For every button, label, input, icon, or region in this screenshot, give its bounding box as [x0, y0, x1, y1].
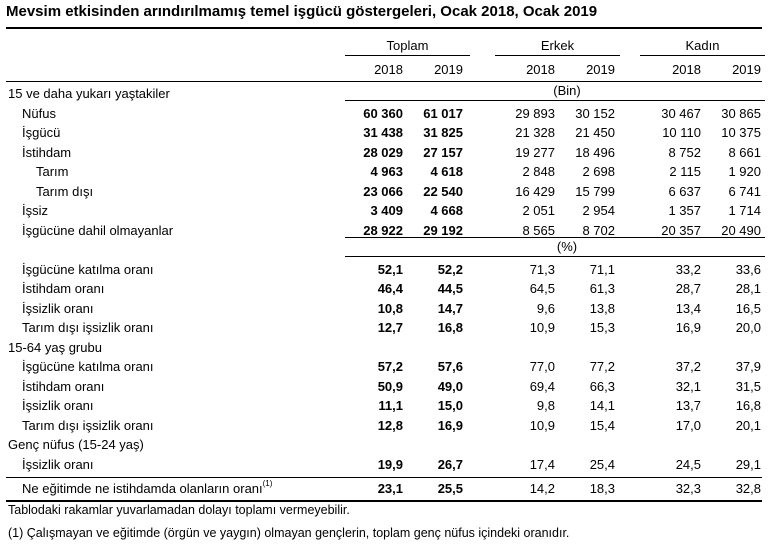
cell-value: 64,5 [529, 281, 555, 296]
row-label: İşsiz [22, 203, 48, 218]
cell-value: 29 893 [515, 105, 555, 121]
cell-value: 14,7 [437, 300, 463, 316]
footnote-neet: (1) Çalışmayan ve eğitimde (örgün ve yaygın) olmayan gençlerin, toplam genç nüfus içindeki oranıdır. [8, 526, 570, 540]
cell-value: 10 110 [662, 125, 701, 140]
cell-value: 9,6 [536, 300, 555, 316]
cell-value: 1 920 [728, 164, 761, 179]
cell-value: 26,7 [437, 456, 463, 472]
cell-value: 9,8 [536, 398, 555, 413]
cell-value: 71,3 [529, 261, 555, 277]
cell-value: 27 157 [423, 144, 463, 160]
cell-value: 15,3 [589, 320, 615, 335]
year-header: 2018 [672, 62, 701, 77]
cell-value: 69,4 [529, 378, 555, 394]
cell-value: 2 051 [522, 203, 555, 218]
row-label: Tarım dışı işsizlik oranı [22, 417, 154, 433]
cell-value: 30 865 [721, 105, 761, 121]
cell-value: 2 848 [522, 164, 555, 179]
row-label: 15-64 yaş grubu [8, 339, 102, 355]
year-header: 2019 [434, 62, 463, 77]
cell-value: 8 565 [522, 222, 555, 238]
cell-value: 22 540 [423, 183, 463, 199]
cell-value: 50,9 [377, 378, 403, 394]
top-rule [6, 27, 762, 29]
cell-value: 13,4 [675, 300, 701, 316]
row-label: İşgücü [22, 125, 61, 140]
neet-label: Ne eğitimde ne istihdamda olanların oranı$^{(1)}$ [22, 479, 273, 496]
neet-rule [6, 477, 762, 478]
cell-value: 30 467 [661, 105, 701, 121]
cell-value: 19,9 [377, 456, 403, 472]
cell-value: 16,8 [437, 320, 463, 335]
row-label: İstihdam oranı [22, 378, 105, 394]
cell-value: 32,1 [675, 378, 701, 394]
cell-value: 16 429 [515, 183, 555, 199]
cell-value: 8 752 [668, 144, 701, 160]
row-label: İşgücüne dahil olmayanlar [22, 222, 174, 238]
cell-value: 24,5 [675, 456, 701, 472]
row-label: İstihdam oranı [22, 281, 105, 296]
cell-value: 23 066 [363, 183, 403, 199]
cell-value: 30 152 [575, 105, 615, 121]
unit-rule [345, 100, 765, 101]
bottom-rule [6, 500, 762, 502]
cell-value: 44,5 [437, 281, 463, 296]
cell-value: 3 409 [370, 203, 403, 218]
cell-value: 25,4 [589, 456, 615, 472]
cell-value: 52,2 [437, 261, 463, 277]
cell-value: 2 954 [582, 203, 615, 218]
cell-value: 25,5 [437, 481, 463, 496]
cell-value: 46,4 [377, 281, 403, 296]
cell-value: 19 277 [515, 144, 555, 160]
cell-value: 6 637 [668, 183, 701, 199]
cell-value: 49,0 [437, 378, 463, 394]
cell-value: 29 192 [423, 222, 463, 238]
cell-value: 10,8 [377, 300, 403, 316]
cell-value: 20 490 [721, 222, 761, 238]
cell-value: 57,6 [437, 359, 463, 374]
row-label: Tarım [36, 164, 69, 179]
cell-value: 12,7 [377, 320, 403, 335]
cell-value: 8 702 [582, 222, 615, 238]
cell-value: 14,2 [529, 481, 555, 496]
cell-value: 15,0 [437, 398, 463, 413]
year-header: 2019 [586, 62, 615, 77]
row-label: Tarım dışı işsizlik oranı [22, 320, 154, 335]
cell-value: 20 357 [661, 222, 701, 238]
cell-value: 4 618 [430, 164, 463, 179]
cell-value: 32,8 [735, 481, 761, 496]
group-header-toplam: Toplam [386, 38, 429, 53]
cell-value: 6 741 [728, 183, 761, 199]
cell-value: 71,1 [589, 261, 615, 277]
cell-value: 15,4 [589, 417, 615, 433]
cell-value: 2 698 [582, 164, 615, 179]
table-title: Mevsim etkisinden arındırılmamış temel işgücü göstergeleri, Ocak 2018, Ocak 2019 [6, 3, 598, 20]
cell-value: 20,0 [735, 320, 761, 335]
cell-value: 13,7 [675, 398, 701, 413]
cell-value: 12,8 [377, 417, 403, 433]
cell-value: 31 825 [423, 125, 463, 140]
row-label: Tarım dışı [36, 183, 94, 199]
year-header: 2018 [374, 62, 403, 77]
cell-value: 15 799 [575, 183, 615, 199]
cell-value: 61 017 [423, 105, 463, 121]
cell-value: 14,1 [589, 398, 615, 413]
row-label: İşsizlik oranı [22, 456, 94, 472]
cell-value: 21 328 [515, 125, 555, 140]
row-label: Genç nüfus (15-24 yaş) [8, 437, 144, 452]
cell-value: 4 963 [370, 164, 403, 179]
unit-rule [345, 256, 765, 257]
cell-value: 18 496 [575, 144, 615, 160]
cell-value: 52,1 [377, 261, 403, 277]
cell-value: 21 450 [575, 125, 615, 140]
cell-value: 18,3 [589, 481, 615, 496]
row-label: İşsizlik oranı [22, 300, 94, 316]
cell-value: 77,0 [529, 359, 555, 374]
cell-value: 31,5 [735, 378, 761, 394]
cell-value: 33,6 [735, 261, 761, 277]
cell-value: 4 668 [430, 203, 463, 218]
cell-value: 60 360 [363, 105, 403, 121]
row-label: 15 ve daha yukarı yaştakiler [8, 86, 170, 101]
cell-value: 1 714 [728, 203, 761, 218]
cell-value: 31 438 [363, 125, 403, 140]
cell-value: 32,3 [675, 481, 701, 496]
cell-value: 2 115 [669, 164, 701, 179]
cell-value: 17,4 [529, 456, 555, 472]
footnote-rounding: Tablodaki rakamlar yuvarlamadan dolayı toplamı vermeyebilir. [8, 503, 350, 517]
cell-value: 66,3 [589, 378, 615, 394]
cell-value: 29,1 [735, 456, 761, 472]
row-label: İstihdam [22, 144, 72, 160]
header-rule [6, 81, 762, 82]
row-label: İşgücüne katılma oranı [22, 359, 154, 374]
cell-value: 61,3 [589, 281, 615, 296]
group-underline [495, 55, 620, 56]
group-underline [345, 55, 470, 56]
cell-value: 16,9 [675, 320, 701, 335]
unit-pct: (%) [556, 239, 578, 254]
cell-value: 37,9 [735, 359, 761, 374]
cell-value: 10 375 [721, 125, 761, 140]
cell-value: 28 029 [363, 144, 403, 160]
cell-value: 23,1 [377, 481, 403, 496]
group-header-kadin: Kadın [685, 38, 720, 53]
cell-value: 1 357 [668, 203, 701, 218]
cell-value: 13,8 [589, 300, 615, 316]
cell-value: 77,2 [589, 359, 615, 374]
group-header-erkek: Erkek [540, 38, 575, 53]
row-label: İşgücüne katılma oranı [22, 261, 154, 277]
group-underline [640, 55, 765, 56]
row-label: İşsizlik oranı [22, 398, 94, 413]
cell-value: 10,9 [529, 320, 555, 335]
cell-value: 37,2 [675, 359, 701, 374]
cell-value: 28,1 [735, 281, 761, 296]
row-label: Nüfus [22, 105, 56, 121]
cell-value: 16,8 [735, 398, 761, 413]
year-header: 2019 [732, 62, 761, 77]
cell-value: 16,5 [735, 300, 761, 316]
cell-value: 11,1 [378, 398, 403, 413]
cell-value: 16,9 [437, 417, 463, 433]
cell-value: 20,1 [735, 417, 761, 433]
cell-value: 17,0 [675, 417, 701, 433]
unit-bin: (Bin) [553, 83, 581, 98]
cell-value: 57,2 [377, 359, 403, 374]
cell-value: 8 661 [728, 144, 761, 160]
year-header: 2018 [526, 62, 555, 77]
cell-value: 28,7 [675, 281, 701, 296]
cell-value: 33,2 [675, 261, 701, 277]
cell-value: 28 922 [363, 222, 403, 238]
cell-value: 10,9 [529, 417, 555, 433]
